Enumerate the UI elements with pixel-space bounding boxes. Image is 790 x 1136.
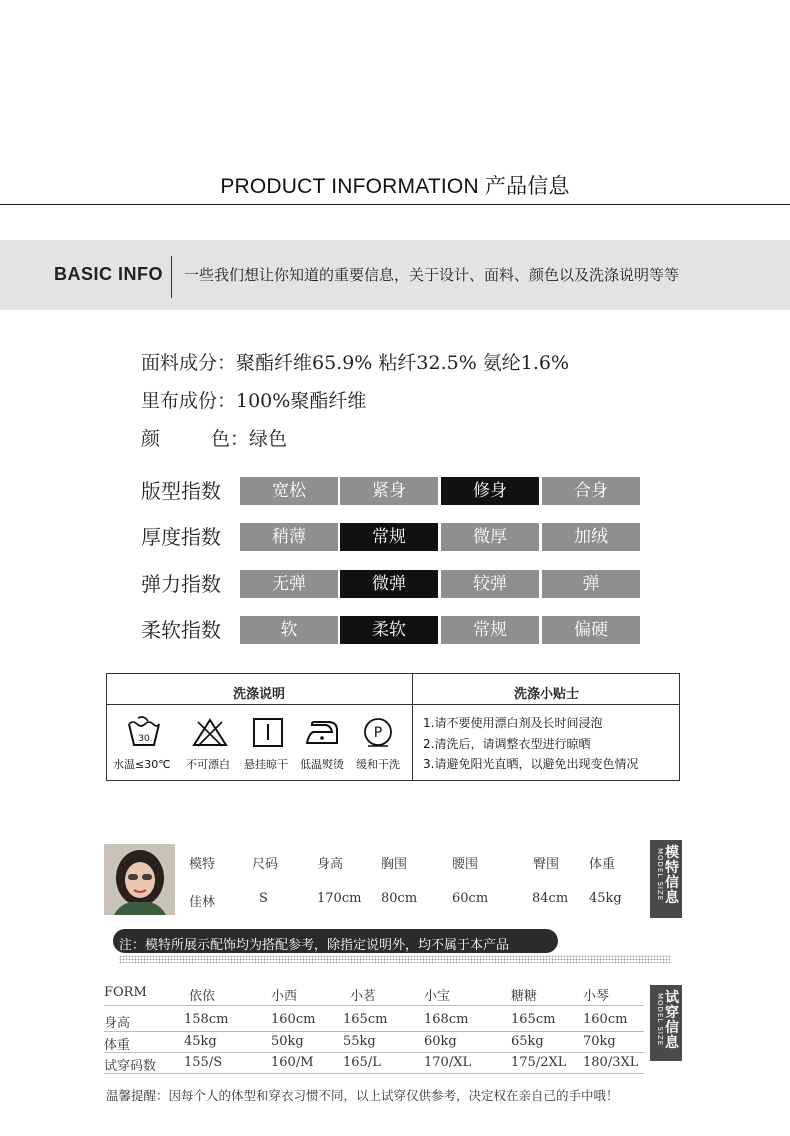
try-on-cell: 70kg xyxy=(583,1034,616,1049)
try-on-cell: 165cm xyxy=(511,1012,556,1027)
try-on-cell: 50kg xyxy=(271,1034,304,1049)
no-bleach-icon xyxy=(192,716,228,748)
try-on-cell: 45kg xyxy=(184,1034,217,1049)
wash-icon-label: 水温≤30℃ xyxy=(113,758,171,771)
table-rule xyxy=(104,1005,644,1006)
try-on-cell: 165/L xyxy=(343,1055,381,1070)
wash-tip: 2.清洗后，请调整衣型进行晾晒 xyxy=(423,737,591,751)
fit-option: 宽松 xyxy=(240,477,338,505)
try-on-cell: 小宝 xyxy=(424,989,451,1004)
wash-icon-label: 悬挂晾干 xyxy=(244,758,288,771)
fit-option: 修身 xyxy=(441,477,539,505)
stretch-index-label: 弹力指数 xyxy=(141,572,221,596)
title-divider xyxy=(0,204,790,205)
model-header: 尺码 xyxy=(252,857,279,872)
hand-wash-icon xyxy=(126,716,162,748)
try-on-cell: 60kg xyxy=(424,1034,457,1049)
model-header: 腰围 xyxy=(452,857,479,872)
hang-dry-icon xyxy=(250,716,286,748)
try-on-cell: 160/M xyxy=(271,1055,314,1070)
stretch-option: 较弹 xyxy=(441,570,539,598)
thickness-option: 常规 xyxy=(340,523,438,551)
color-row xyxy=(141,424,287,451)
try-on-cell: 身高 xyxy=(104,1016,131,1031)
try-on-cell: 165cm xyxy=(343,1012,388,1027)
wash-table-divider xyxy=(106,704,680,705)
stretch-option: 无弹 xyxy=(240,570,338,598)
model-value: 45kg xyxy=(589,891,622,906)
wash-icon-label: 缓和干洗 xyxy=(356,758,400,771)
model-value: 170cm xyxy=(317,891,362,906)
color-key-1: 颜 xyxy=(141,428,161,450)
softness-index-label: 柔软指数 xyxy=(141,618,221,642)
page-title: PRODUCT INFORMATION 产品信息 xyxy=(220,175,570,198)
try-on-cell: 158cm xyxy=(184,1012,229,1027)
wash-tip: 3.请避免阳光直晒，以避免出现变色情况 xyxy=(423,757,639,771)
try-on-cell: 小茗 xyxy=(350,989,377,1004)
thickness-index-label: 厚度指数 xyxy=(141,525,221,549)
model-header: 模特 xyxy=(189,857,216,872)
try-on-cell: 170/XL xyxy=(424,1055,472,1070)
try-on-cell: 65kg xyxy=(511,1034,544,1049)
model-value: 60cm xyxy=(452,891,489,906)
model-value: S xyxy=(259,891,268,906)
model-avatar xyxy=(104,844,175,915)
color-value: 绿色 xyxy=(249,428,288,450)
wash-instructions-header: 洗涤说明 xyxy=(232,687,285,702)
lining-composition: 里布成份：100%聚酯纤维 xyxy=(141,390,367,412)
wash-tips-header: 洗涤小贴士 xyxy=(513,687,579,702)
try-on-cell: 体重 xyxy=(104,1038,131,1053)
table-rule xyxy=(104,1052,644,1053)
dry-clean-icon xyxy=(360,716,396,748)
model-size-tag-zh: 模特信息 xyxy=(665,845,679,906)
try-on-cell: 160cm xyxy=(583,1012,628,1027)
reminder-text: 温馨提醒：因每个人的体型和穿衣习惯不同，以上试穿仅供参考，决定权在亲自己的手中哦！ xyxy=(106,1088,619,1103)
try-on-cell: 试穿码数 xyxy=(104,1059,157,1074)
note-text: 注：模特所展示配饰均为搭配参考，除指定说明外，均不属于本产品 xyxy=(119,938,510,953)
try-on-cell: 180/3XL xyxy=(583,1055,639,1070)
wash-icon-label: 低温熨烫 xyxy=(300,758,344,771)
try-on-cell: 168cm xyxy=(424,1012,469,1027)
model-value: 佳林 xyxy=(189,895,216,910)
thickness-option: 微厚 xyxy=(441,523,539,551)
try-on-cell: 小西 xyxy=(271,989,298,1004)
model-header: 胸围 xyxy=(381,857,408,872)
try-on-tag-en: MODEL SIZE xyxy=(656,993,664,1047)
svg-text:30: 30 xyxy=(138,734,150,744)
fabric-composition: 面料成分：聚酯纤维65.9% 粘纤32.5% 氨纶1.6% xyxy=(141,352,570,374)
model-size-tag xyxy=(650,840,682,918)
try-on-cell: 55kg xyxy=(343,1034,376,1049)
low-iron-icon xyxy=(304,716,340,748)
softness-option: 偏硬 xyxy=(542,616,640,644)
try-on-tag xyxy=(650,985,682,1061)
model-header: 体重 xyxy=(589,857,616,872)
fit-index-label: 版型指数 xyxy=(141,479,221,503)
stretch-option: 微弹 xyxy=(340,570,438,598)
model-value: 80cm xyxy=(381,891,418,906)
softness-option: 柔软 xyxy=(340,616,438,644)
wash-icon-label: 不可漂白 xyxy=(186,758,230,771)
model-header: 臀围 xyxy=(533,857,560,872)
softness-option: 常规 xyxy=(441,616,539,644)
thickness-option: 稍薄 xyxy=(240,523,338,551)
table-rule xyxy=(104,1031,644,1032)
color-key-2: 色： xyxy=(211,428,250,450)
basic-info-description: 一些我们想让你知道的重要信息，关于设计、面料、颜色以及洗涤说明等等 xyxy=(184,266,680,284)
model-size-tag-en: MODEL SIZE xyxy=(656,848,664,902)
svg-text:P: P xyxy=(373,725,383,741)
wash-tip: 1.请不要使用漂白剂及长时间浸泡 xyxy=(423,716,603,730)
try-on-cell: FORM xyxy=(104,985,147,1000)
basic-info-title: BASIC INFO xyxy=(54,264,164,284)
fit-option: 紧身 xyxy=(340,477,438,505)
basic-info-divider xyxy=(171,256,172,298)
dotted-divider xyxy=(119,955,671,963)
try-on-cell: 小琴 xyxy=(583,989,610,1004)
softness-option: 软 xyxy=(240,616,338,644)
model-header: 身高 xyxy=(317,857,344,872)
try-on-cell: 155/S xyxy=(184,1055,223,1070)
try-on-cell: 160cm xyxy=(271,1012,316,1027)
try-on-cell: 依依 xyxy=(189,989,216,1004)
try-on-tag-zh: 试穿信息 xyxy=(665,990,679,1051)
thickness-option: 加绒 xyxy=(542,523,640,551)
stretch-option: 弹 xyxy=(542,570,640,598)
table-rule xyxy=(104,1073,644,1074)
model-value: 84cm xyxy=(532,891,569,906)
try-on-cell: 175/2XL xyxy=(511,1055,567,1070)
fit-option: 合身 xyxy=(542,477,640,505)
try-on-cell: 糖糖 xyxy=(511,989,538,1004)
